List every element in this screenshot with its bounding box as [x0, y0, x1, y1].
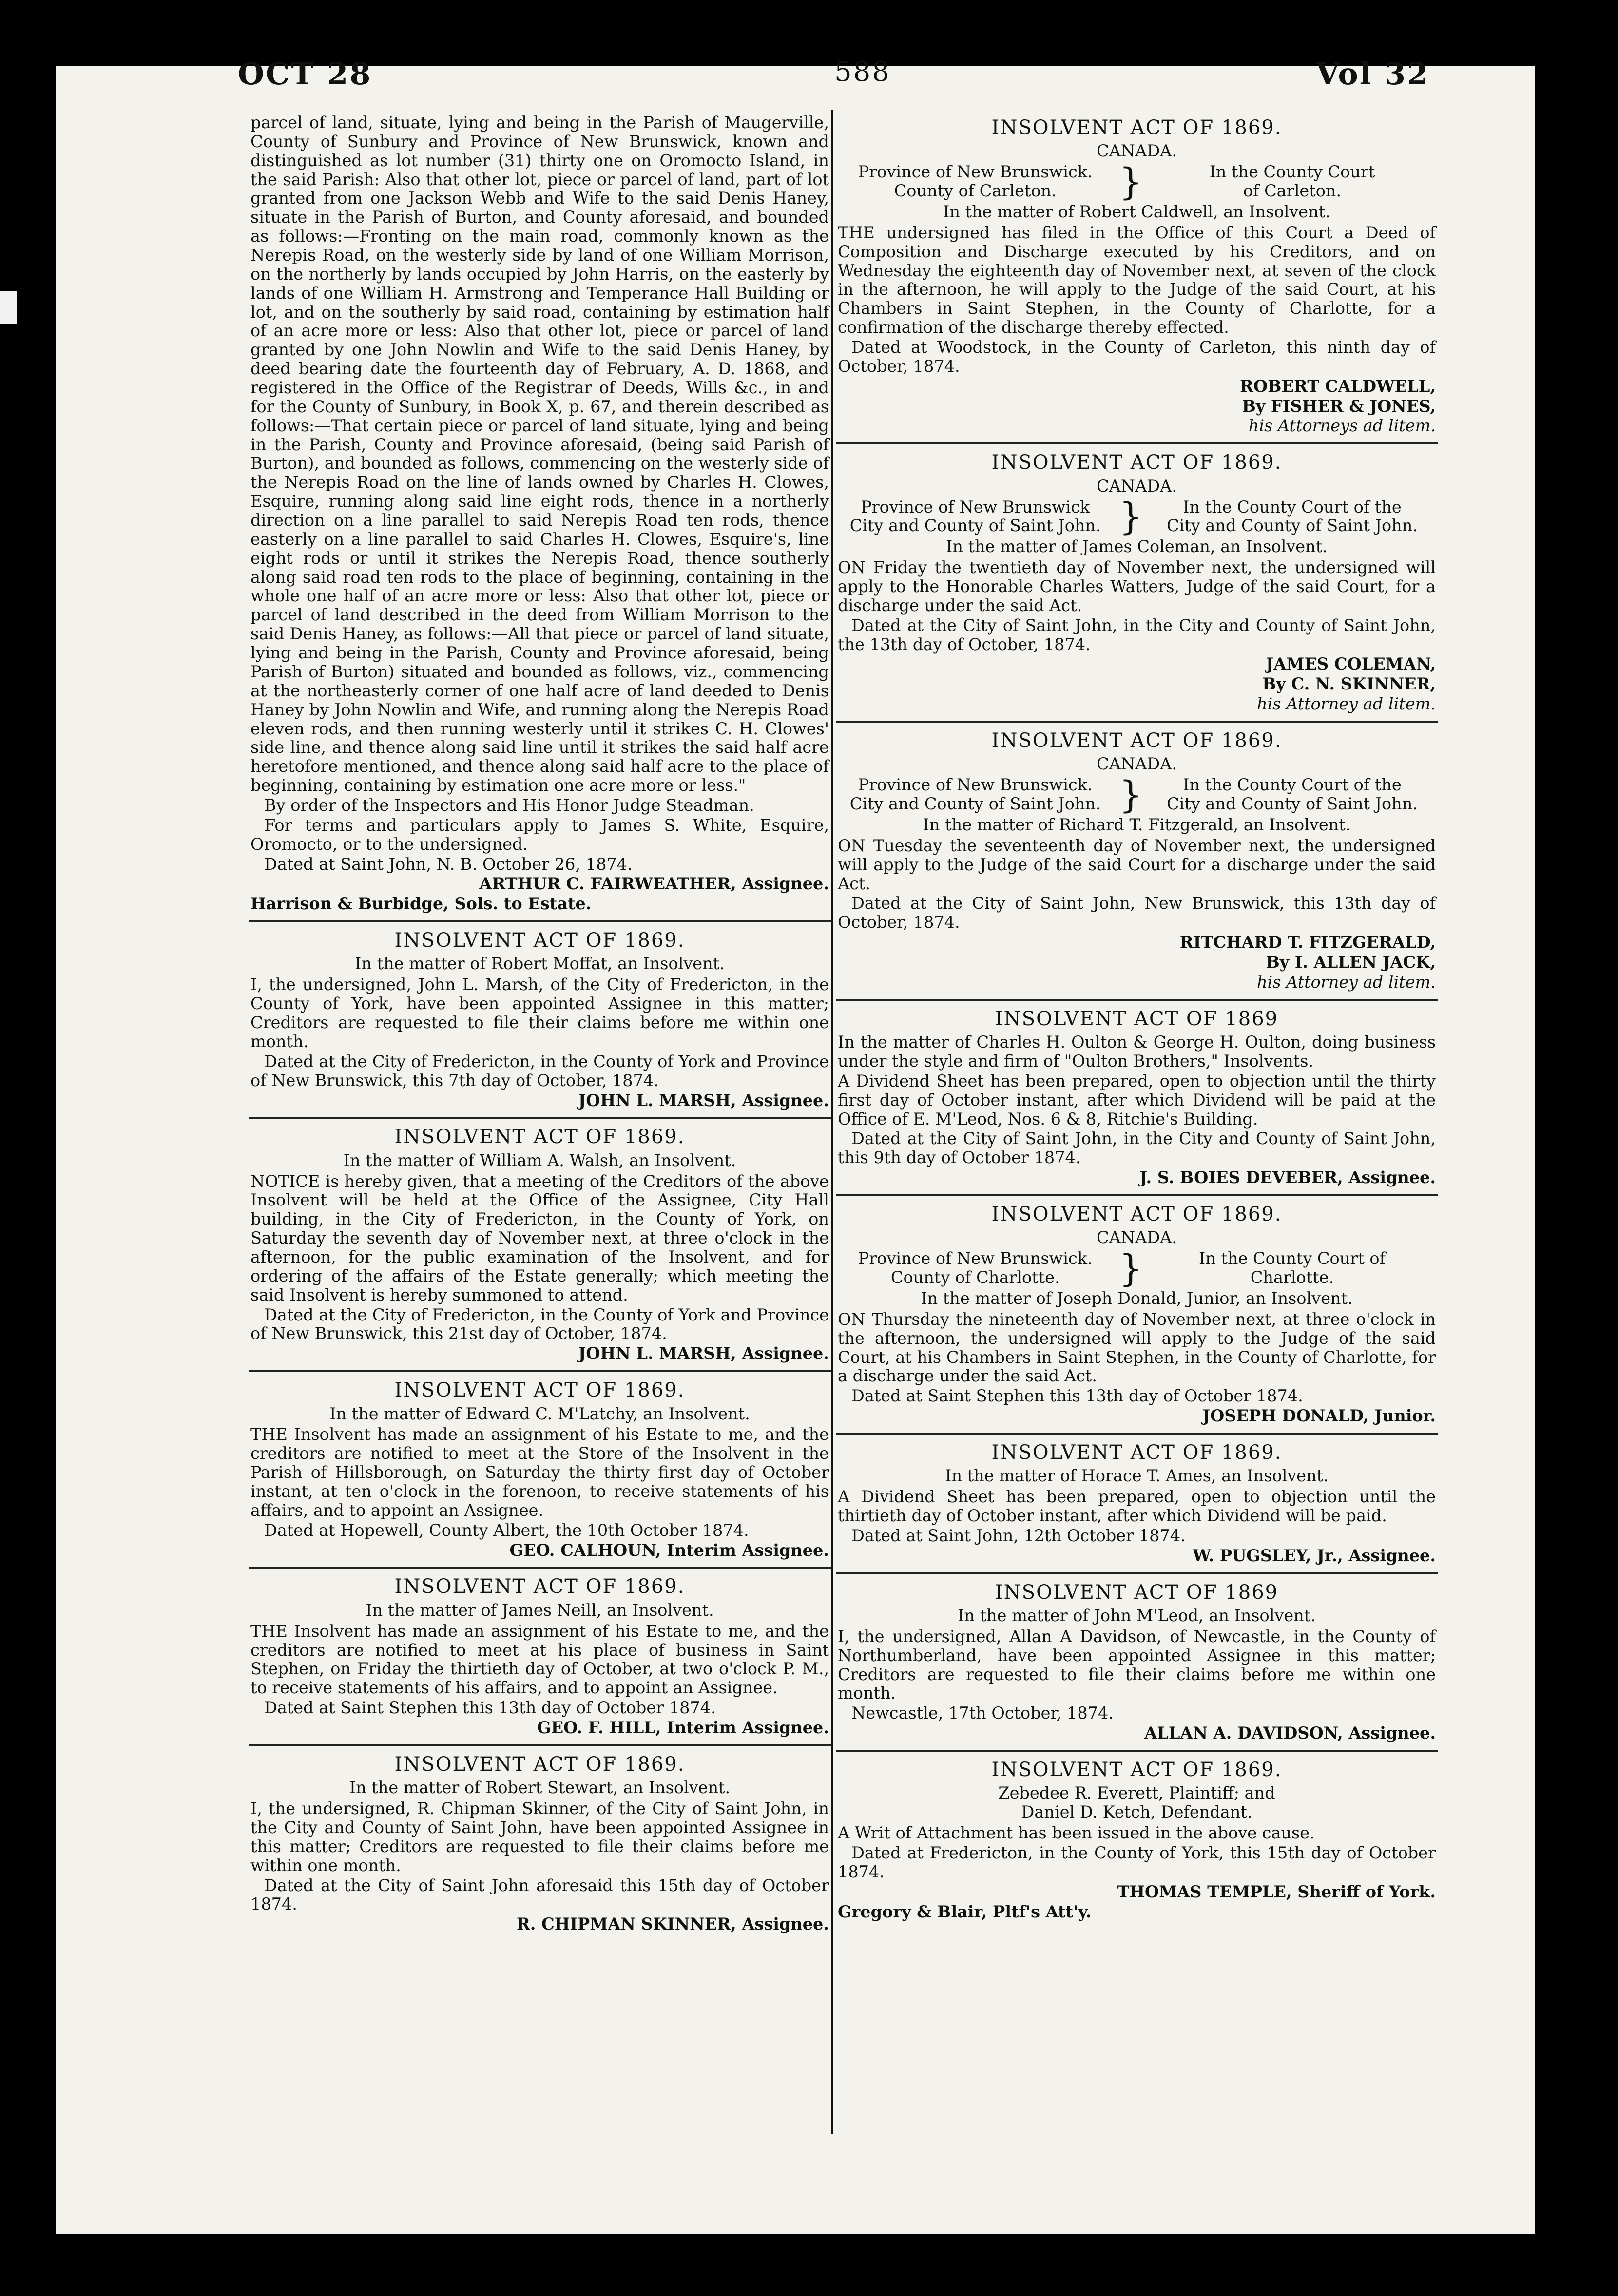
notice-signer: JAMES COLEMAN, [1266, 654, 1436, 674]
notice-dated: Dated at Saint John, 12th October 1874. [851, 1526, 1186, 1545]
notice-dated: Dated at Saint Stephen this 13th day of October 1874. [264, 1698, 716, 1718]
notice-moffat [249, 922, 831, 1119]
brace-glyph: } [1119, 773, 1143, 817]
notice-body: I, the undersigned, Allan A Davidson, of Newcastle, in the County of Northumberland, have been appointed Assignee in this matter; Creditors are requested to file their claims before me within one month. [838, 1626, 1436, 1703]
notice-matter: In the matter of Robert Caldwell, an Insolvent. [943, 202, 1330, 221]
column-divider [831, 110, 833, 2134]
court-name: In the County Court of Charlotte. [1198, 1249, 1386, 1287]
notice-canada: CANADA. [1096, 1228, 1177, 1247]
notice-body: A Dividend Sheet has been prepared, open to objection until the thirtieth day of October instant, after which Dividend will be paid. [838, 1487, 1436, 1526]
notice-attorney-role: his Attorney ad litem. [1256, 694, 1436, 714]
notice-attorney: By C. N. SKINNER, [1262, 674, 1436, 694]
notice-matter: In the matter of Richard T. Fitzgerald, an Insolvent. [923, 815, 1351, 834]
notice-canada: CANADA. [1096, 754, 1177, 774]
notice-signer: GEO. CALHOUN, Interim Assignee. [509, 1540, 829, 1560]
notice-matter: In the matter of James Coleman, an Insolvent. [946, 537, 1328, 556]
notice-dated: Dated at Hopewell, County Albert, the 10th October 1874. [264, 1520, 749, 1540]
continuation-body: parcel of land, situate, lying and being in the Parish of Maugerville, County of Sunbury and Province of New Brunswick, known and distinguished as lot number (31) thirty one on Oromocto Island, in the said Parish: Also that other lot, piece or parcel of land, part of lot granted from one Jackson Webb and Wife to the said Denis Haney, situate in the Parish of Burton, and County aforesaid, and bounded as follows:—Fronting on the main road, commonly known as the Nerepis Road, on the westerly side by land of one William Morrison, on the northerly by lands occupied by John Harris, on the easterly by lands of one William H. Armstrong and Temperance Hall Building or lot, and on the southerly by said road, containing by estimation half of an acre more or less: Also that other lot, piece or parcel of land granted by one John Nowlin and Wife to the said Denis Haney, by deed bearing date the fourteenth day of February, A. D. 1868, and registered in the Office of the Registrar of Deeds, Wills &c., in and for the County of Sunbury, in Book X, p. 67, and therein described as follows:—That certain piece or parcel of land situate, lying and being in the Parish, County and Province aforesaid, (being said Parish of Burton), and bounded as follows, commencing on the westerly side of the Nerepis Road on the line of lands owned by Charles H. Clowes, Esquire, running along said line eight rods, thence in a northerly direction on a line parallel to said Nerepis Road ten rods, thence easterly on a line parallel to said Charles H. Clowes, Esquire's, line eight rods or until it strikes the Nerepis Road, thence southerly along said road ten rods to the place of beginning, containing in the whole one half of an acre more or less: Also that other lot, piece or parcel of land described in the deed from William Morrison to the said Denis Haney, as follows:—All that piece or parcel of land situate, lying and being in the Parish, County and Province aforesaid, being Parish of Burton) situated and bounded as follows, viz., commencing at the northeasterly corner of one half acre of land deeded to Denis Haney by John Nowlin and Wife, and running along the Nerepis Road eleven rods, and then running westerly until it strikes C. H. Clowes' side line, and thence along said line until it strikes the said half acre heretofore mentioned, and thence along said half acre to the place of beginning, containing by estimation one acre more or less." [250, 113, 829, 795]
notice-signer: J. S. BOIES DEVEBER, Assignee. [1139, 1168, 1436, 1187]
notice-signer: RITCHARD T. FITZGERALD, [1179, 933, 1436, 952]
notice-body: A Dividend Sheet has been prepared, open to objection until the thirty first day of October instant, after which Dividend will be paid at the Office of E. M'Leod, Nos. 6 & 8, Ritchie's Building. [838, 1071, 1436, 1129]
page-number: 588 [834, 56, 891, 88]
notice-attorney: Gregory & Blair, Pltf's Att'y. [838, 1902, 1092, 1921]
notice-dated: Newcastle, 17th October, 1874. [851, 1703, 1114, 1723]
notice-title: INSOLVENT ACT OF 1869 [995, 1581, 1279, 1604]
notice-body: THE undersigned has filed in the Office of this Court a Deed of Composition and Discharge executed by his Creditors, and on Wednesday the eighteenth day of November next, at seven of the clock in the afternoon, he will apply to the Judge of the said Court, at his Chambers in Saint Stephen, in the County of Charlotte, for a confirmation of the discharge thereby effected. [838, 223, 1436, 337]
notice-signer: ROBERT CALDWELL, [1240, 376, 1436, 396]
notice-body: A Writ of Attachment has been issued in the above cause. [838, 1823, 1315, 1843]
volume-number: Vol 32 [1316, 56, 1430, 92]
notice-ames [836, 1435, 1438, 1574]
notice-dated: Dated at the City of Saint John, in the City and County of Saint John, the 13th day of October, 1874. [838, 615, 1436, 654]
notice-continuation [249, 110, 831, 922]
notice-matter: In the matter of Edward C. M'Latchy, an Insolvent. [329, 1404, 750, 1423]
notice-matter: In the matter of John M'Leod, an Insolvent. [958, 1606, 1316, 1626]
notice-dated: Dated at the City of Fredericton, in the County of York and Province of New Brunswick, this 21st day of October, 1874. [250, 1305, 829, 1343]
continuation-dated: Dated at Saint John, N. B. October 26, 1874. [264, 854, 633, 874]
notice-dated: Dated at the City of Saint John, in the City and County of Saint John, this 9th day of October 1874. [838, 1129, 1436, 1167]
province-county: Province of New Brunswick. County of Carleton. [858, 162, 1093, 201]
notice-title: INSOLVENT ACT OF 1869. [991, 116, 1282, 139]
continuation-terms: For terms and particulars apply to James S. White, Esquire, Oromocto, or to the undersigned. [250, 815, 829, 854]
notice-matter: In the matter of Charles H. Oulton & George H. Oulton, doing business under the style and firm of "Oulton Brothers," Insolvents. [838, 1033, 1436, 1071]
notice-caldwell [836, 110, 1438, 444]
notice-attorney: By I. ALLEN JACK, [1266, 952, 1436, 972]
notice-mlatchy [249, 1372, 831, 1569]
notice-body: THE Insolvent has made an assignment of his Estate to me, and the creditors are notified to meet at the Store of the Insolvent in the Parish of Hillsborough, on Saturday the thirty first day of October instant, at ten o'clock in the forenoon, to receive statements of his affairs, and to appoint an Assignee. [250, 1425, 829, 1520]
notice-dated: Dated at the City of Saint John, New Brunswick, this 13th day of October, 1874. [838, 894, 1436, 932]
notice-matter: In the matter of Joseph Donald, Junior, an Insolvent. [921, 1288, 1353, 1308]
notice-title: INSOLVENT ACT OF 1869 [995, 1007, 1279, 1030]
continuation-signer: ARTHUR C. FAIRWEATHER, Assignee. [479, 874, 829, 894]
notice-title: INSOLVENT ACT OF 1869. [991, 1759, 1282, 1781]
notice-mleod [836, 1574, 1438, 1752]
notice-dated: Dated at the City of Saint John aforesaid this 15th day of October 1874. [250, 1875, 829, 1914]
brace-glyph: } [1119, 160, 1143, 204]
brace-glyph: } [1119, 1246, 1143, 1290]
court-jurisdiction [838, 773, 1436, 817]
court-jurisdiction [838, 1246, 1436, 1290]
brace-glyph: } [1119, 495, 1143, 538]
notice-dated: Dated at Fredericton, in the County of York, this 15th day of October 1874. [838, 1843, 1436, 1881]
notice-signer: GEO. F. HILL, Interim Assignee. [537, 1718, 829, 1738]
notice-donald [836, 1196, 1438, 1435]
notice-title: INSOLVENT ACT OF 1869. [394, 1126, 685, 1148]
notice-title: INSOLVENT ACT OF 1869. [394, 1575, 685, 1598]
notice-matter: In the matter of James Neill, an Insolvent. [366, 1600, 714, 1620]
notice-title: INSOLVENT ACT OF 1869. [991, 1203, 1282, 1225]
continuation-order: By order of the Inspectors and His Honor Judge Steadman. [264, 795, 754, 815]
notice-coleman [836, 444, 1438, 723]
notice-dated: Dated at Woodstock, in the County of Carleton, this ninth day of October, 1874. [838, 337, 1436, 376]
continuation-solicitors: Harrison & Burbidge, Sols. to Estate. [250, 894, 592, 914]
notice-canada: CANADA. [1096, 141, 1177, 161]
scan-edge-marker [0, 291, 17, 324]
notice-body: NOTICE is hereby given, that a meeting of the Creditors of the above Insolvent will be held at the Office of the Assignee, City Hall building, in the City of Fredericton, in the County of York, on Saturday the seventh day of November next, at three o'clock in the afternoon, for the public examination of the Insolvent, and for ordering of the affairs of the Estate generally; which meeting the said Insolvent is hereby summoned to attend. [250, 1171, 829, 1304]
notice-body: ON Thursday the nineteenth day of November next, at three o'clock in the afternoon, the undersigned will apply to the Judge of the said Court, at his Chambers in Saint Stephen, in the County of Charlotte, for a discharge under the said Act. [838, 1309, 1436, 1386]
notice-title: INSOLVENT ACT OF 1869. [991, 729, 1282, 752]
notice-attorney-role: his Attorney ad litem. [1256, 972, 1436, 992]
notice-body: ON Tuesday the seventeenth day of November next, the undersigned will apply to the Judge of the said Court for a discharge under the said Act. [838, 836, 1436, 893]
notice-signer: JOSEPH DONALD, Junior. [1202, 1406, 1436, 1426]
court-name: In the County Court of the City and County of Saint John. [1167, 775, 1418, 814]
notice-body: ON Friday the twentieth day of November next, the undersigned will apply to the Honorable Charles Watters, Judge of the said Court, for a discharge under the said Act. [838, 558, 1436, 615]
notice-body: I, the undersigned, John L. Marsh, of the City of Fredericton, in the County of York, have been appointed Assignee in this matter; Creditors are requested to file their claims before me within one month. [250, 975, 829, 1051]
notice-walsh [249, 1119, 831, 1372]
province-county: Province of New Brunswick. County of Charlotte. [858, 1249, 1093, 1287]
notice-neill [249, 1569, 831, 1746]
notice-parties: Zebedee R. Everett, Plaintiff; and Daniel D. Ketch, Defendant. [998, 1783, 1275, 1822]
notice-dated: Dated at the City of Fredericton, in the County of York and Province of New Brunswick, this 7th day of October, 1874. [250, 1052, 829, 1090]
notice-title: INSOLVENT ACT OF 1869. [394, 1379, 685, 1402]
issue-date: OCT 28 [238, 56, 372, 92]
notice-signer: JOHN L. MARSH, Assignee. [578, 1091, 829, 1110]
notice-signer: R. CHIPMAN SKINNER, Assignee. [516, 1914, 829, 1934]
notice-fitzgerald [836, 723, 1438, 1001]
notice-title: INSOLVENT ACT OF 1869. [394, 929, 685, 952]
notice-attorney-role: his Attorneys ad litem. [1248, 416, 1436, 436]
notice-signer: W. PUGSLEY, Jr., Assignee. [1193, 1546, 1436, 1565]
right-column [836, 110, 1438, 1928]
notice-dated: Dated at Saint Stephen this 13th day of October 1874. [851, 1386, 1303, 1406]
notice-matter: In the matter of Robert Moffat, an Insolvent. [355, 954, 725, 974]
notice-signer: ALLAN A. DAVIDSON, Assignee. [1144, 1723, 1436, 1743]
notice-stewart [249, 1746, 831, 1941]
notice-body: THE Insolvent has made an assignment of his Estate to me, and the creditors are notified to meet at his place of business in Saint Stephen, on Friday the thirtieth day of October, at two o'clock P. M., to receive statements of his affairs, and to appoint an Assignee. [250, 1621, 829, 1698]
notice-attorney: By FISHER & JONES, [1242, 396, 1436, 416]
notice-canada: CANADA. [1096, 476, 1177, 496]
court-name: In the County Court of Carleton. [1209, 162, 1375, 201]
province-county: Province of New Brunswick City and County of Saint John. [849, 497, 1101, 536]
province-county: Province of New Brunswick. City and County of Saint John. [849, 775, 1101, 814]
notice-matter: In the matter of Horace T. Ames, an Insolvent. [945, 1466, 1329, 1486]
notice-body: I, the undersigned, R. Chipman Skinner, of the City of Saint John, in the City and County of Saint John, have been appointed Assignee in this matter; Creditors are requested to file their claims before me within one month. [250, 1799, 829, 1875]
notice-signer: JOHN L. MARSH, Assignee. [578, 1344, 829, 1363]
notice-matter: In the matter of Robert Stewart, an Insolvent. [349, 1778, 731, 1798]
notice-title: INSOLVENT ACT OF 1869. [394, 1753, 685, 1776]
notice-signer: THOMAS TEMPLE, Sheriff of York. [1117, 1882, 1436, 1901]
notice-matter: In the matter of William A. Walsh, an Insolvent. [343, 1150, 736, 1170]
left-column [249, 110, 831, 1941]
notice-title: INSOLVENT ACT OF 1869. [991, 1441, 1282, 1464]
notice-everett-ketch [836, 1752, 1438, 1928]
court-jurisdiction [838, 495, 1436, 538]
notice-title: INSOLVENT ACT OF 1869. [991, 451, 1282, 474]
notice-oulton [836, 1001, 1438, 1196]
court-jurisdiction [838, 160, 1436, 204]
court-name: In the County Court of the City and County of Saint John. [1167, 497, 1418, 536]
